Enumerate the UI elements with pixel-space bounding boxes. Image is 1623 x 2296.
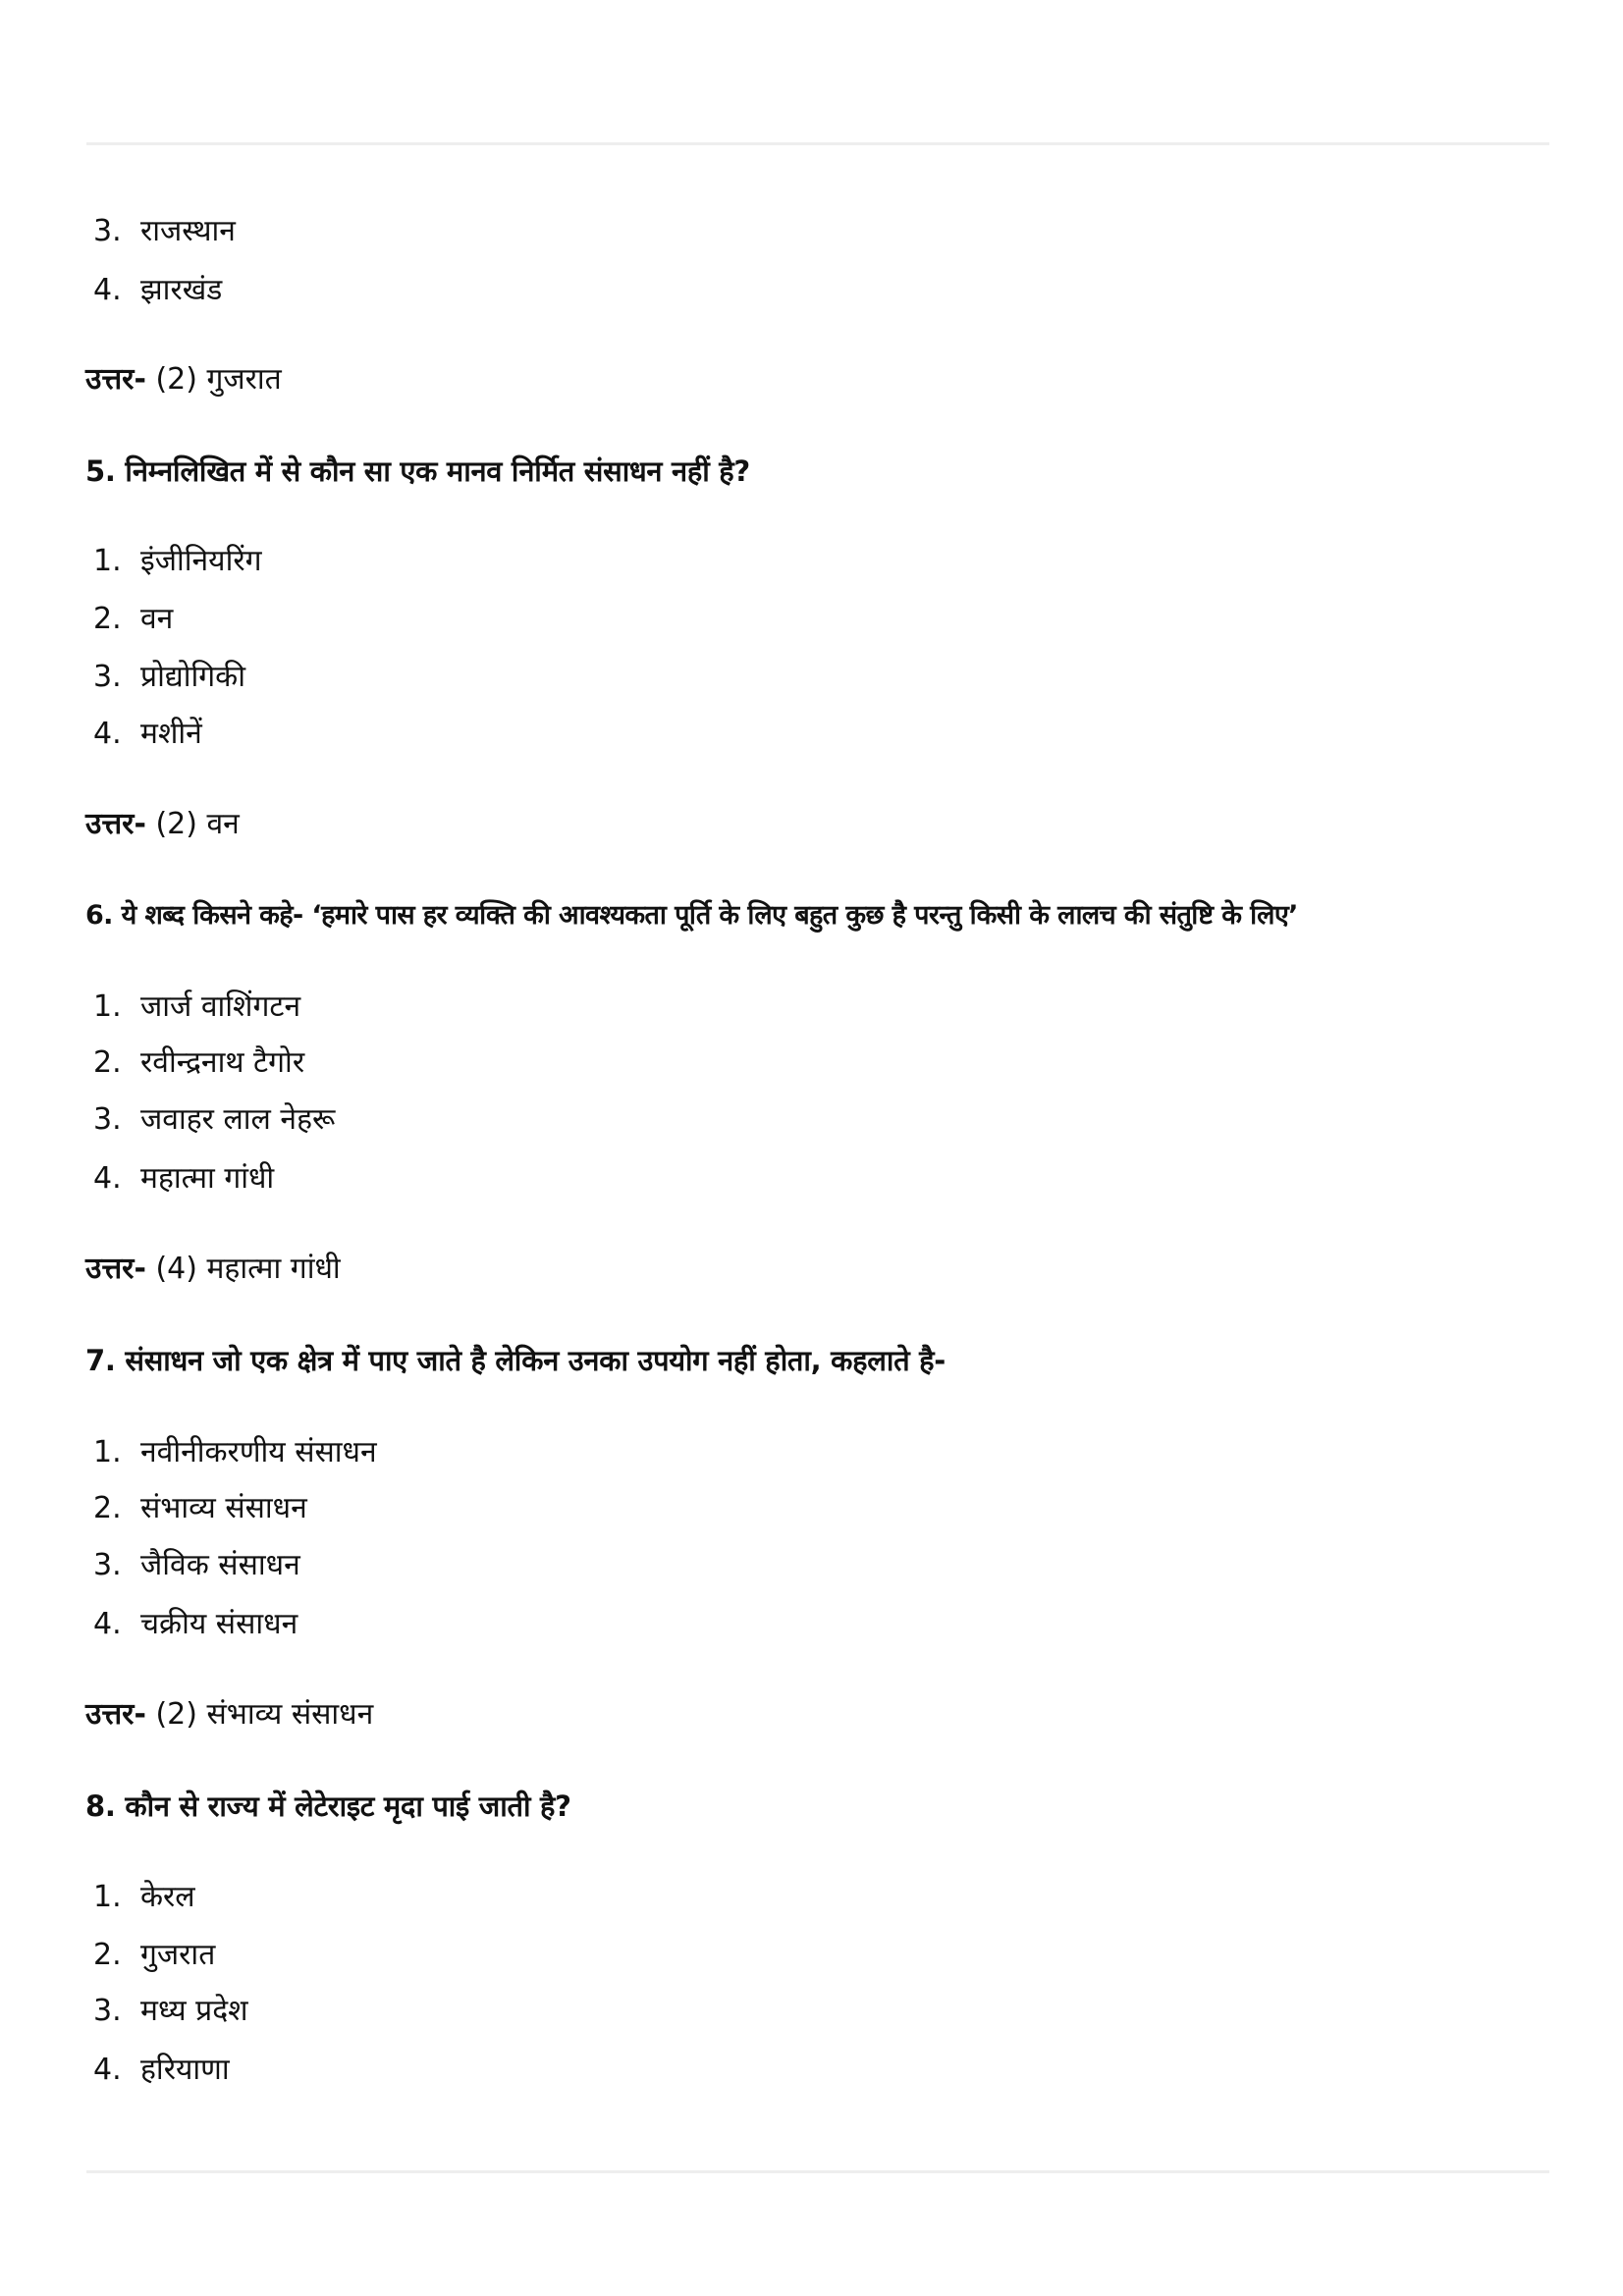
option xyxy=(93,658,977,697)
option-number: 4. xyxy=(93,1161,122,1196)
option-text: रवीन्द्रनाथ टैगोर xyxy=(140,1045,305,1080)
option-number: 4. xyxy=(93,273,122,307)
option xyxy=(93,2051,977,2090)
option xyxy=(93,1936,977,1975)
option-number: 3. xyxy=(93,1548,122,1582)
option xyxy=(93,212,977,251)
answer-label: उत्तर- xyxy=(85,362,146,397)
option-number: 3. xyxy=(93,214,122,248)
option xyxy=(93,1605,977,1644)
option-number: 2. xyxy=(93,1045,122,1080)
question-5: 5. निम्नलिखित में से कौन सा एक मानव निर्मित संसाधन नहीं है? xyxy=(85,454,750,488)
option-text: राजस्थान xyxy=(140,214,236,248)
option-text: मध्य प्रदेश xyxy=(140,1994,248,2028)
option-text: नवीनीकरणीय संसाधन xyxy=(140,1435,377,1469)
option xyxy=(93,988,977,1027)
option-number: 2. xyxy=(93,1491,122,1525)
option xyxy=(93,1159,977,1199)
option xyxy=(93,1992,977,2031)
option xyxy=(93,1489,977,1528)
option-number: 4. xyxy=(93,1607,122,1641)
option xyxy=(93,1878,977,1917)
option-text: जैविक संसाधन xyxy=(140,1548,300,1582)
option xyxy=(93,271,977,310)
option xyxy=(93,715,977,754)
option-text: संभाव्य संसाधन xyxy=(140,1491,307,1525)
option-text: हरियाणा xyxy=(140,2053,230,2087)
option-number: 2. xyxy=(93,1938,122,1972)
answer-text: (4) महात्मा गांधी xyxy=(155,1252,341,1286)
answer xyxy=(85,805,240,844)
option xyxy=(93,1043,977,1083)
option xyxy=(93,1100,977,1140)
answer-label: उत्तर- xyxy=(85,1252,146,1286)
option-text: वन xyxy=(140,602,174,636)
option xyxy=(93,1433,977,1472)
question-6: 6. ये शब्द किसने कहे- ‘हमारे पास हर व्यक्ति की आवश्यकता पूर्ति के लिए बहुत कुछ है परन्तु किसी के लालच की संतुष्टि के लिए’ xyxy=(85,900,1298,931)
question-7: 7. संसाधन जो एक क्षेत्र में पाए जाते है लेकिन उनका उपयोग नहीं होता, कहलाते है- xyxy=(85,1344,946,1377)
option-text: जार्ज वाशिंगटन xyxy=(140,989,301,1024)
answer xyxy=(85,360,282,400)
bottom-divider xyxy=(86,2170,1549,2173)
option-text: चक्रीय संसाधन xyxy=(140,1607,298,1641)
question-8: 8. कौन से राज्य में लेटेराइट मृदा पाई जाती है? xyxy=(85,1789,571,1823)
option-number: 3. xyxy=(93,1994,122,2028)
option xyxy=(93,1546,977,1585)
option-number: 1. xyxy=(93,1435,122,1469)
option-number: 1. xyxy=(93,544,122,578)
option-number: 3. xyxy=(93,1102,122,1137)
option-text: केरल xyxy=(140,1880,195,1914)
option-number: 2. xyxy=(93,602,122,636)
option-text: महात्मा गांधी xyxy=(140,1161,275,1196)
answer-text: (2) गुजरात xyxy=(155,362,282,397)
option-text: इंजीनियरिंग xyxy=(140,544,262,578)
option-text: मशीनें xyxy=(140,717,202,751)
option-number: 1. xyxy=(93,1880,122,1914)
option-text: झारखंड xyxy=(140,273,223,307)
answer-text: (2) संभाव्य संसाधन xyxy=(155,1697,374,1732)
answer-text: (2) वन xyxy=(155,807,240,841)
option-text: गुजरात xyxy=(140,1938,216,1972)
answer-label: उत्तर- xyxy=(85,807,146,841)
answer xyxy=(85,1695,373,1735)
option-number: 4. xyxy=(93,717,122,751)
option-text: जवाहर लाल नेहरू xyxy=(140,1102,336,1137)
option-text: प्रोद्योगिकी xyxy=(140,660,245,694)
option xyxy=(93,542,977,581)
top-divider xyxy=(86,142,1549,145)
answer xyxy=(85,1250,341,1289)
option xyxy=(93,600,977,639)
option-number: 3. xyxy=(93,660,122,694)
option-number: 4. xyxy=(93,2053,122,2087)
answer-label: उत्तर- xyxy=(85,1697,146,1732)
option-number: 1. xyxy=(93,989,122,1024)
